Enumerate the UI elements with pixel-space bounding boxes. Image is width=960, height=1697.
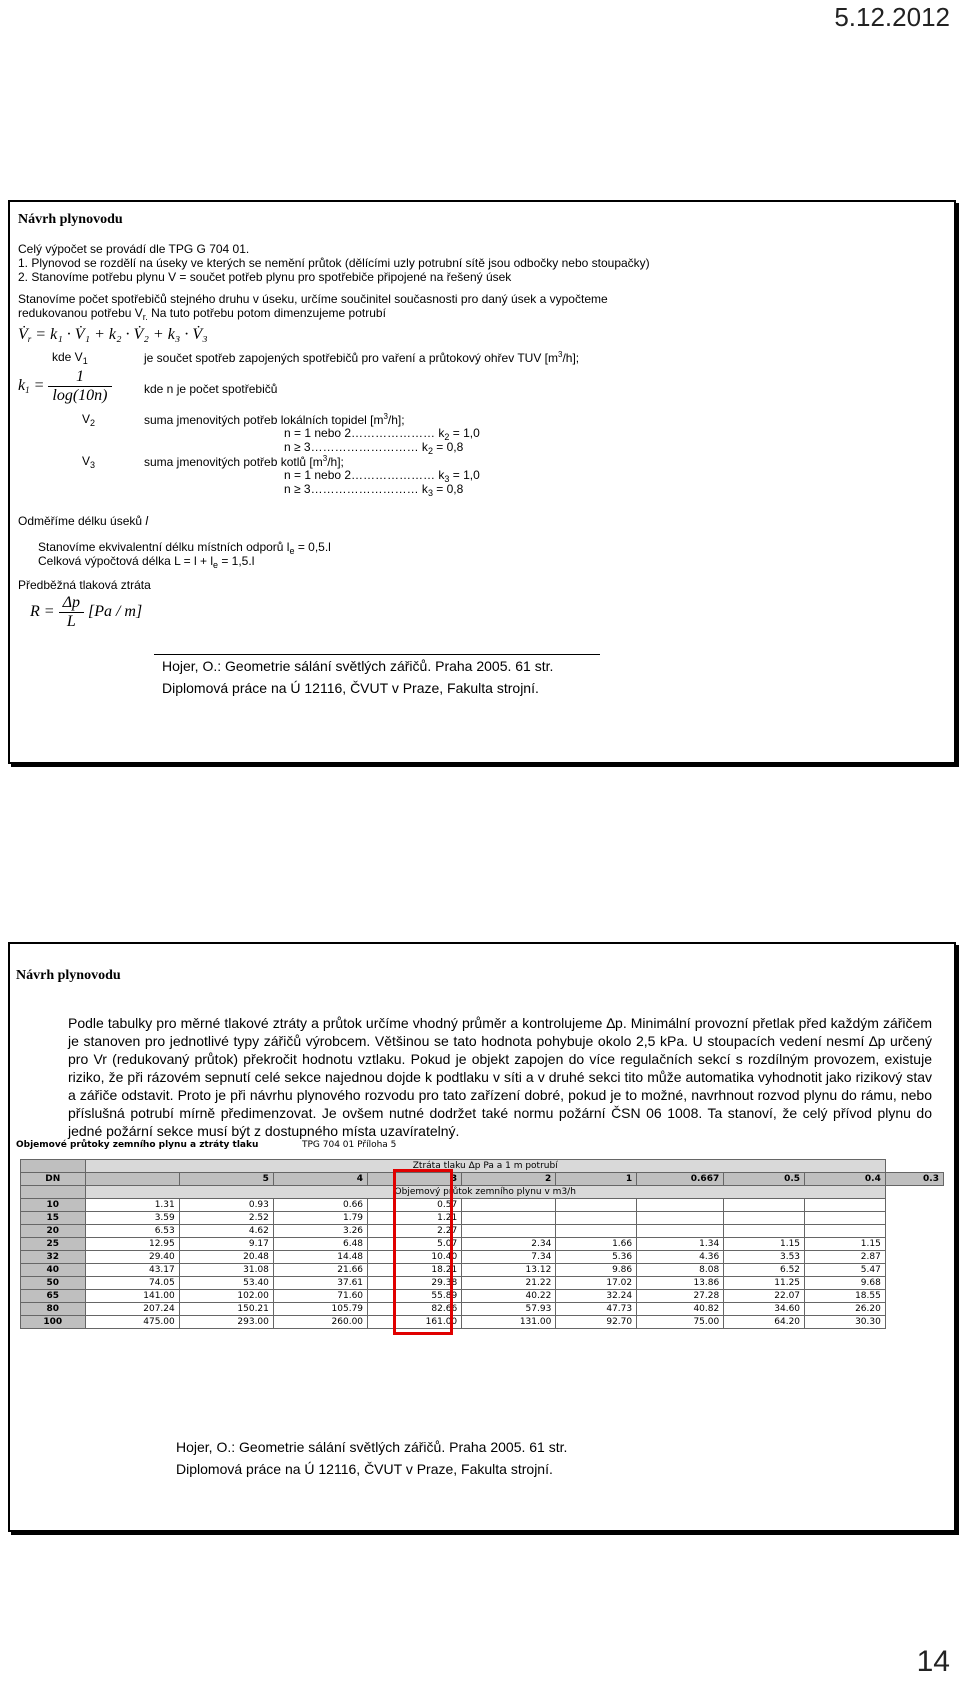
- table-cell: 34.60: [724, 1303, 805, 1316]
- reference-1-line-1: Hojer, O.: Geometrie sálání světlých zářičů. Praha 2005. 61 str.: [162, 658, 554, 674]
- v2-definition: suma jmenovitých potřeb lokálních topidel $[m^3/h]$;: [144, 412, 405, 427]
- reference-slide-2: [176, 1436, 586, 1480]
- table-caption-row: [21, 1160, 944, 1173]
- k1-definition: kde n je počet spotřebičů: [144, 382, 278, 396]
- table-cell: 9.17: [179, 1238, 273, 1251]
- table-cell: 0.93: [179, 1199, 273, 1212]
- reference-2-line-1: Hojer, O.: Geometrie sálání světlých zářičů. Praha 2005. 61 str.: [176, 1439, 568, 1455]
- table-row: [21, 1277, 944, 1290]
- pressure-numerator: Δp: [59, 594, 84, 613]
- table-cell: 22.07: [724, 1290, 805, 1303]
- table-cell: 26.20: [805, 1303, 886, 1316]
- table-row: [21, 1212, 944, 1225]
- table-cell: [724, 1225, 805, 1238]
- pressure-heading: Předběžná tlaková ztráta: [18, 578, 151, 592]
- formula-rhs: = k₁ · V̇₁ + k₂ · V̇₂ + k₃ · V̇₃: [35, 326, 208, 343]
- table-pressure-header: 1: [556, 1173, 637, 1186]
- table-cell: [462, 1212, 556, 1225]
- table-cell: 1.21: [368, 1212, 462, 1225]
- table-cell: 2.52: [179, 1212, 273, 1225]
- table-cell: [462, 1225, 556, 1238]
- table-cell: 57.93: [462, 1303, 556, 1316]
- intro-line-3: 2. Stanovíme potřebu plynu V = součet potřeb plynu pro spotřebiče připojené na řešený úsek: [18, 270, 512, 284]
- slide-1: [8, 200, 956, 764]
- table-cell: 161.00: [368, 1316, 462, 1329]
- v2-row-2: n ≥ 3……………………… $k_2 = 0,8$: [284, 440, 464, 456]
- v3-label: $V_3$: [82, 454, 96, 470]
- table-pressure-header: 0.667: [637, 1173, 724, 1186]
- v1-label: kde $V_1$: [52, 350, 88, 366]
- table-cell: 21.66: [273, 1264, 367, 1277]
- v1-definition: je součet spotřeb zapojených spotřebičů pro vaření a průtokový ohřev TUV $[m^3/h]$;: [144, 350, 580, 365]
- table-cell: 29.40: [85, 1251, 179, 1264]
- slide-1-title: Návrh plynovodu: [18, 212, 123, 227]
- table-cell: 55.89: [368, 1290, 462, 1303]
- table-dn-cell: 32: [21, 1251, 86, 1264]
- table-cell: 2.34: [462, 1238, 556, 1251]
- total-length-line: Celková výpočtová délka $L = l + l_e = 1,5.l$: [38, 554, 255, 570]
- v3-definition: suma jmenovitých potřeb kotlů $[m^3/h]$;: [144, 454, 344, 469]
- page-number: 14: [916, 1645, 950, 1678]
- table-cell: 71.60: [273, 1290, 367, 1303]
- table-dn-cell: 40: [21, 1264, 86, 1277]
- table-cell: 4.36: [637, 1251, 724, 1264]
- table-cell: 9.86: [556, 1264, 637, 1277]
- table-cell: 1.34: [637, 1238, 724, 1251]
- table-cell: 6.52: [724, 1264, 805, 1277]
- table-cell: 32.24: [556, 1290, 637, 1303]
- equivalent-length-line: Stanovíme ekvivalentní délku místních odporů $l_e = 0,5.l$: [38, 540, 331, 556]
- formula-lhs: V̇: [18, 326, 28, 343]
- table-cell: 475.00: [85, 1316, 179, 1329]
- table-cell: 2.27: [368, 1225, 462, 1238]
- v3-row-1: n = 1 nebo 2………………… $k_3 = 1,0$: [284, 468, 480, 484]
- table-caption-row: [21, 1186, 944, 1199]
- formula-lhs-sub: r: [27, 334, 32, 344]
- table-row: [21, 1264, 944, 1277]
- table-cell: [724, 1199, 805, 1212]
- table-cell: 3.53: [724, 1251, 805, 1264]
- table-cell: 20.48: [179, 1251, 273, 1264]
- table-row: [21, 1199, 944, 1212]
- table-dn-cell: 10: [21, 1199, 86, 1212]
- table-cell: 141.00: [85, 1290, 179, 1303]
- table-cell: 260.00: [273, 1316, 367, 1329]
- table-row: [21, 1238, 944, 1251]
- table-cell: 7.34: [462, 1251, 556, 1264]
- table-corner-cell: [21, 1186, 86, 1199]
- table-cell: 31.08: [179, 1264, 273, 1277]
- table-cell: 40.22: [462, 1290, 556, 1303]
- table-cell: 18.21: [368, 1264, 462, 1277]
- table-cell: 6.53: [85, 1225, 179, 1238]
- table-pressure-header: 0.4: [805, 1173, 886, 1186]
- table-row: [21, 1251, 944, 1264]
- table-dn-cell: 80: [21, 1303, 86, 1316]
- table-cell: 293.00: [179, 1316, 273, 1329]
- table-cell: 2.87: [805, 1251, 886, 1264]
- table-cell: 5.36: [556, 1251, 637, 1264]
- table-pressure-header: 5: [179, 1173, 273, 1186]
- k1-numerator: 1: [48, 368, 111, 387]
- table-pressure-header: [85, 1173, 179, 1186]
- table-dn-cell: 65: [21, 1290, 86, 1303]
- reduced-flow-formula: [18, 326, 208, 344]
- table-cell: 14.48: [273, 1251, 367, 1264]
- table-cell: 12.95: [85, 1238, 179, 1251]
- para2-line-1: Stanovíme počet spotřebičů stejného druhu v úseku, určíme součinitel současnosti pro daný úsek a vypočteme: [18, 292, 608, 306]
- table-pressure-header: 4: [273, 1173, 367, 1186]
- table-cell: 102.00: [179, 1290, 273, 1303]
- table-cell: 13.86: [637, 1277, 724, 1290]
- table-cell: [637, 1225, 724, 1238]
- gas-flow-table: [20, 1159, 944, 1329]
- k1-formula: $k_1$ = $\frac{1}{\log(10n)}$: [18, 368, 112, 405]
- table-cell: [724, 1212, 805, 1225]
- table-cell: 43.17: [85, 1264, 179, 1277]
- table-cell: [462, 1199, 556, 1212]
- para2-text-b: Na tuto potřebu potom dimenzujeme potrubí: [147, 306, 386, 320]
- table-title-left: Objemové průtoky zemního plynu a ztráty tlaku: [16, 1140, 259, 1150]
- table-cell: 4.62: [179, 1225, 273, 1238]
- table-cell: 53.40: [179, 1277, 273, 1290]
- table-cell: 207.24: [85, 1303, 179, 1316]
- reference-slide-1: [154, 654, 600, 699]
- table-cell: 3.59: [85, 1212, 179, 1225]
- table-cell: 92.70: [556, 1316, 637, 1329]
- para2-text-a: redukovanou potřebu V: [18, 306, 143, 320]
- v3-row-2: n ≥ 3……………………… $k_3 = 0,8$: [284, 482, 464, 498]
- table-cell: 27.28: [637, 1290, 724, 1303]
- table-cell: [637, 1199, 724, 1212]
- table-row: [21, 1225, 944, 1238]
- table-cell: 0.66: [273, 1199, 367, 1212]
- table-pressure-header: 3: [368, 1173, 462, 1186]
- table-cell: 37.61: [273, 1277, 367, 1290]
- table-dn-cell: 50: [21, 1277, 86, 1290]
- table-cell: 6.48: [273, 1238, 367, 1251]
- table-cell: [805, 1212, 886, 1225]
- slide-2: [8, 942, 956, 1532]
- table-cell: [556, 1212, 637, 1225]
- table-cell: 75.00: [637, 1316, 724, 1329]
- k1-denominator: log(10n): [52, 387, 108, 404]
- table-cell: 10.40: [368, 1251, 462, 1264]
- table-cell: 64.20: [724, 1316, 805, 1329]
- table-cell: 74.05: [85, 1277, 179, 1290]
- table-pressure-header: 0.5: [724, 1173, 805, 1186]
- v2-row-1: n = 1 nebo 2………………… $k_2 = 1,0$: [284, 426, 480, 442]
- table-cell: 47.73: [556, 1303, 637, 1316]
- table-row: [21, 1290, 944, 1303]
- table-cell: 11.25: [724, 1277, 805, 1290]
- table-header-row: [21, 1173, 944, 1186]
- slide-2-title: Návrh plynovodu: [16, 968, 121, 983]
- table-cell: [805, 1225, 886, 1238]
- table-cell: 150.21: [179, 1303, 273, 1316]
- measure-heading: Odměříme délku úseků l: [18, 514, 149, 528]
- intro-line-2: 1. Plynovod se rozdělí na úseky ve kterých se nemění průtok (dělícími uzly potrubní sítě jsou odbočky nebo stoupačky): [18, 256, 650, 270]
- table-cell: 1.31: [85, 1199, 179, 1212]
- pressure-formula: R = $\frac{\Delta p}{L}$ [Pa / m]: [30, 594, 143, 630]
- intro-line-1: Celý výpočet se provádí dle TPG G 704 01.: [18, 242, 250, 256]
- table-caption-pressure: Ztráta tlaku Δp Pa a 1 m potrubí: [85, 1160, 885, 1173]
- table-dn-cell: 20: [21, 1225, 86, 1238]
- table-cell: 40.82: [637, 1303, 724, 1316]
- table-cell: 1.79: [273, 1212, 367, 1225]
- table-dn-cell: 15: [21, 1212, 86, 1225]
- slide-2-paragraph: Podle tabulky pro měrné tlakové ztráty a průtok určíme vhodný průměr a kontrolujeme ∆p. Minimální provozní přetlak před každým zářičem je stanoven pro jednotlivé typy zářičů výrobcem. Většinou se tato hodnota pohybuje okolo 2,5 kPa. U stoupacích vedení nesmí ∆p určený pro Vr (redukovaný průtok) překročit hodnotu vztlaku. Pokud je objekt zapojen do více regulačních sekcí s rozdílným provozem, existuje riziko, že při rázovém sepnutí celé sekce najednou dojde k podtlaku v síti a v druhé sekci tito může automatika vyhodnotit jako rizikový stav a zářiče odstavit. Proto je při návrhu plynového rozvodu pro tato zařízení dobré, pokud je to možné, navrhnout rozvod plynu do rámu, nebo příslušná potrubí mírně předimenzovat. Je ovšem nutné dodržet také normu požární ČSN 06 1008. Ta stanoví, že celý přívod plynu do jedné požární sekce musí být z dostupného místa uzavíratelný.: [68, 1015, 932, 1139]
- reference-2-line-2: Diplomová práce na Ú 12116, ČVUT v Praze, Fakulta strojní.: [176, 1461, 553, 1477]
- table-cell: 82.66: [368, 1303, 462, 1316]
- table-cell: 30.30: [805, 1316, 886, 1329]
- table-cell: 131.00: [462, 1316, 556, 1329]
- reference-1-line-2: Diplomová práce na Ú 12116, ČVUT v Praze, Fakulta strojní.: [162, 680, 539, 696]
- table-caption-flow: Objemový průtok zemního plynu v m3/h: [85, 1186, 885, 1199]
- table-cell: 1.15: [805, 1238, 886, 1251]
- table-cell: 17.02: [556, 1277, 637, 1290]
- table-dn-header: DN: [21, 1173, 86, 1186]
- pressure-denominator: L: [66, 613, 76, 630]
- v2-label: $V_2$: [82, 412, 96, 428]
- table-cell: 29.38: [368, 1277, 462, 1290]
- table-pressure-header: 2: [462, 1173, 556, 1186]
- table-cell: 8.08: [637, 1264, 724, 1277]
- table-title-right: TPG 704 01 Příloha 5: [302, 1140, 397, 1150]
- table-cell: 5.47: [805, 1264, 886, 1277]
- table-cell: 1.15: [724, 1238, 805, 1251]
- table-cell: 18.55: [805, 1290, 886, 1303]
- table-cell: 21.22: [462, 1277, 556, 1290]
- table-corner-cell: [21, 1160, 86, 1173]
- table-dn-cell: 25: [21, 1238, 86, 1251]
- table-cell: [556, 1225, 637, 1238]
- table-cell: 3.26: [273, 1225, 367, 1238]
- table-dn-cell: 100: [21, 1316, 86, 1329]
- table-row: [21, 1316, 944, 1329]
- table-cell: 9.68: [805, 1277, 886, 1290]
- table-row: [21, 1303, 944, 1316]
- table-cell: [637, 1212, 724, 1225]
- table-cell: [805, 1199, 886, 1212]
- para2-line-2: [18, 306, 386, 322]
- table-cell: 105.79: [273, 1303, 367, 1316]
- table-cell: 5.07: [368, 1238, 462, 1251]
- table-pressure-header: 0.3: [885, 1173, 943, 1186]
- table-cell: 0.57: [368, 1199, 462, 1212]
- table-cell: [556, 1199, 637, 1212]
- date-stamp: 5.12.2012: [834, 2, 950, 32]
- table-cell: 1.66: [556, 1238, 637, 1251]
- para2-sub: r.: [142, 312, 148, 322]
- table-cell: 13.12: [462, 1264, 556, 1277]
